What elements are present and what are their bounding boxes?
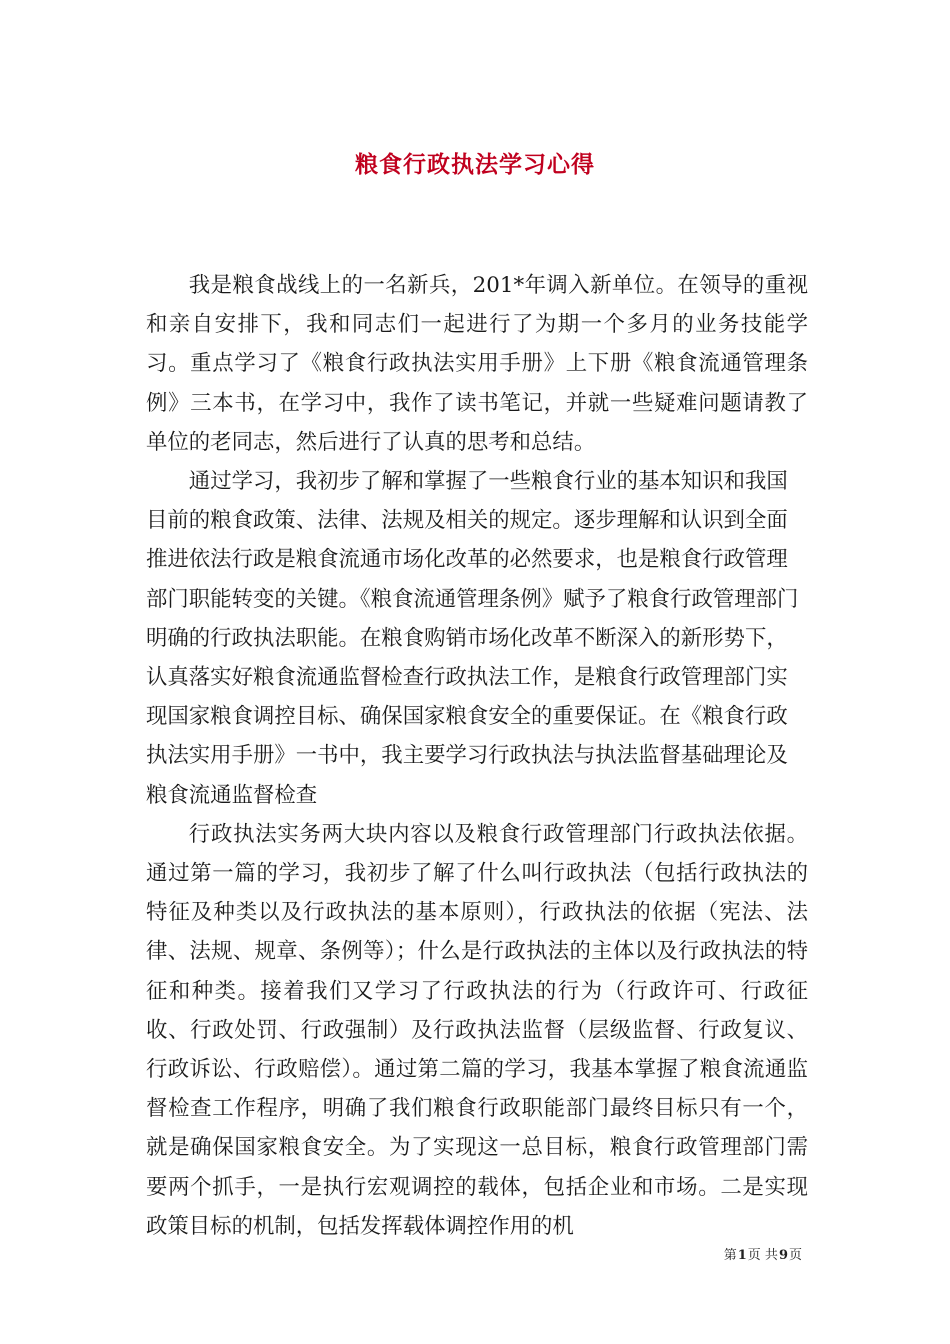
footer-prefix: 第 <box>723 1248 737 1263</box>
current-page-number: 1 <box>737 1248 747 1263</box>
paragraph-2: 通过学习，我初步了解和掌握了一些粮食行业的基本知识和我国目前的粮食政策、法律、法规及相关的规定。逐步理解和认识到全面推进依法行政是粮食流通市场化改革的必然要求，也是粮食行政管理部门职能转变的关键。《粮食流通管理条例》赋予了粮食行政管理部门明确的行政执法职能。在粮食购销市场化改革不断深入的新形势下，认真落实好粮食流通监督检查行政执法工作，是粮食行政管理部门实现国家粮食调控目标、确保国家粮食安全的重要保证。在《粮食行政执法实用手册》一书中，我主要学习行政执法与执法监督基础理论及粮食流通监督检查 <box>146 469 799 808</box>
document-body <box>146 266 808 1246</box>
footer-middle: 页 共 <box>747 1248 778 1263</box>
paragraph-3: 行政执法实务两大块内容以及粮食行政管理部门行政执法依据。通过第一篇的学习，我初步了解了什么叫行政执法（包括行政执法的特征及种类以及行政执法的基本原则），行政执法的依据（宪法、法律、法规、规章、条例等）；什么是行政执法的主体以及行政执法的特征和种类。接着我们又学习了行政执法的行为（行政许可、行政征收、行政处罚、行政强制）及行政执法监督（层级监督、行政复议、行政诉讼、行政赔偿）。通过第二篇的学习，我基本掌握了粮食流通监督检查工作程序，明确了我们粮食行政职能部门最终目标只有一个，就是确保国家粮食安全。为了实现这一总目标，粮食行政管理部门需要两个抓手，一是执行宏观调控的载体，包括企业和市场。二是实现政策目标的机制，包括发挥载体调控作用的机 <box>146 821 808 1239</box>
total-page-count: 9 <box>778 1248 788 1263</box>
footer-suffix: 页 <box>788 1248 802 1263</box>
page-title: 粮食行政执法学习心得 <box>355 151 595 179</box>
paragraph-1: 我是粮食战线上的一名新兵，201*年调入新单位。在领导的重视和亲自安排下，我和同志们一起进行了为期一个多月的业务技能学习。重点学习了《粮食行政执法实用手册》上下册《粮食流通管理条例》三本书，在学习中，我作了读书笔记，并就一些疑难问题请教了单位的老同志，然后进行了认真的思考和总结。 <box>146 273 808 455</box>
page-number-footer <box>724 1247 802 1265</box>
